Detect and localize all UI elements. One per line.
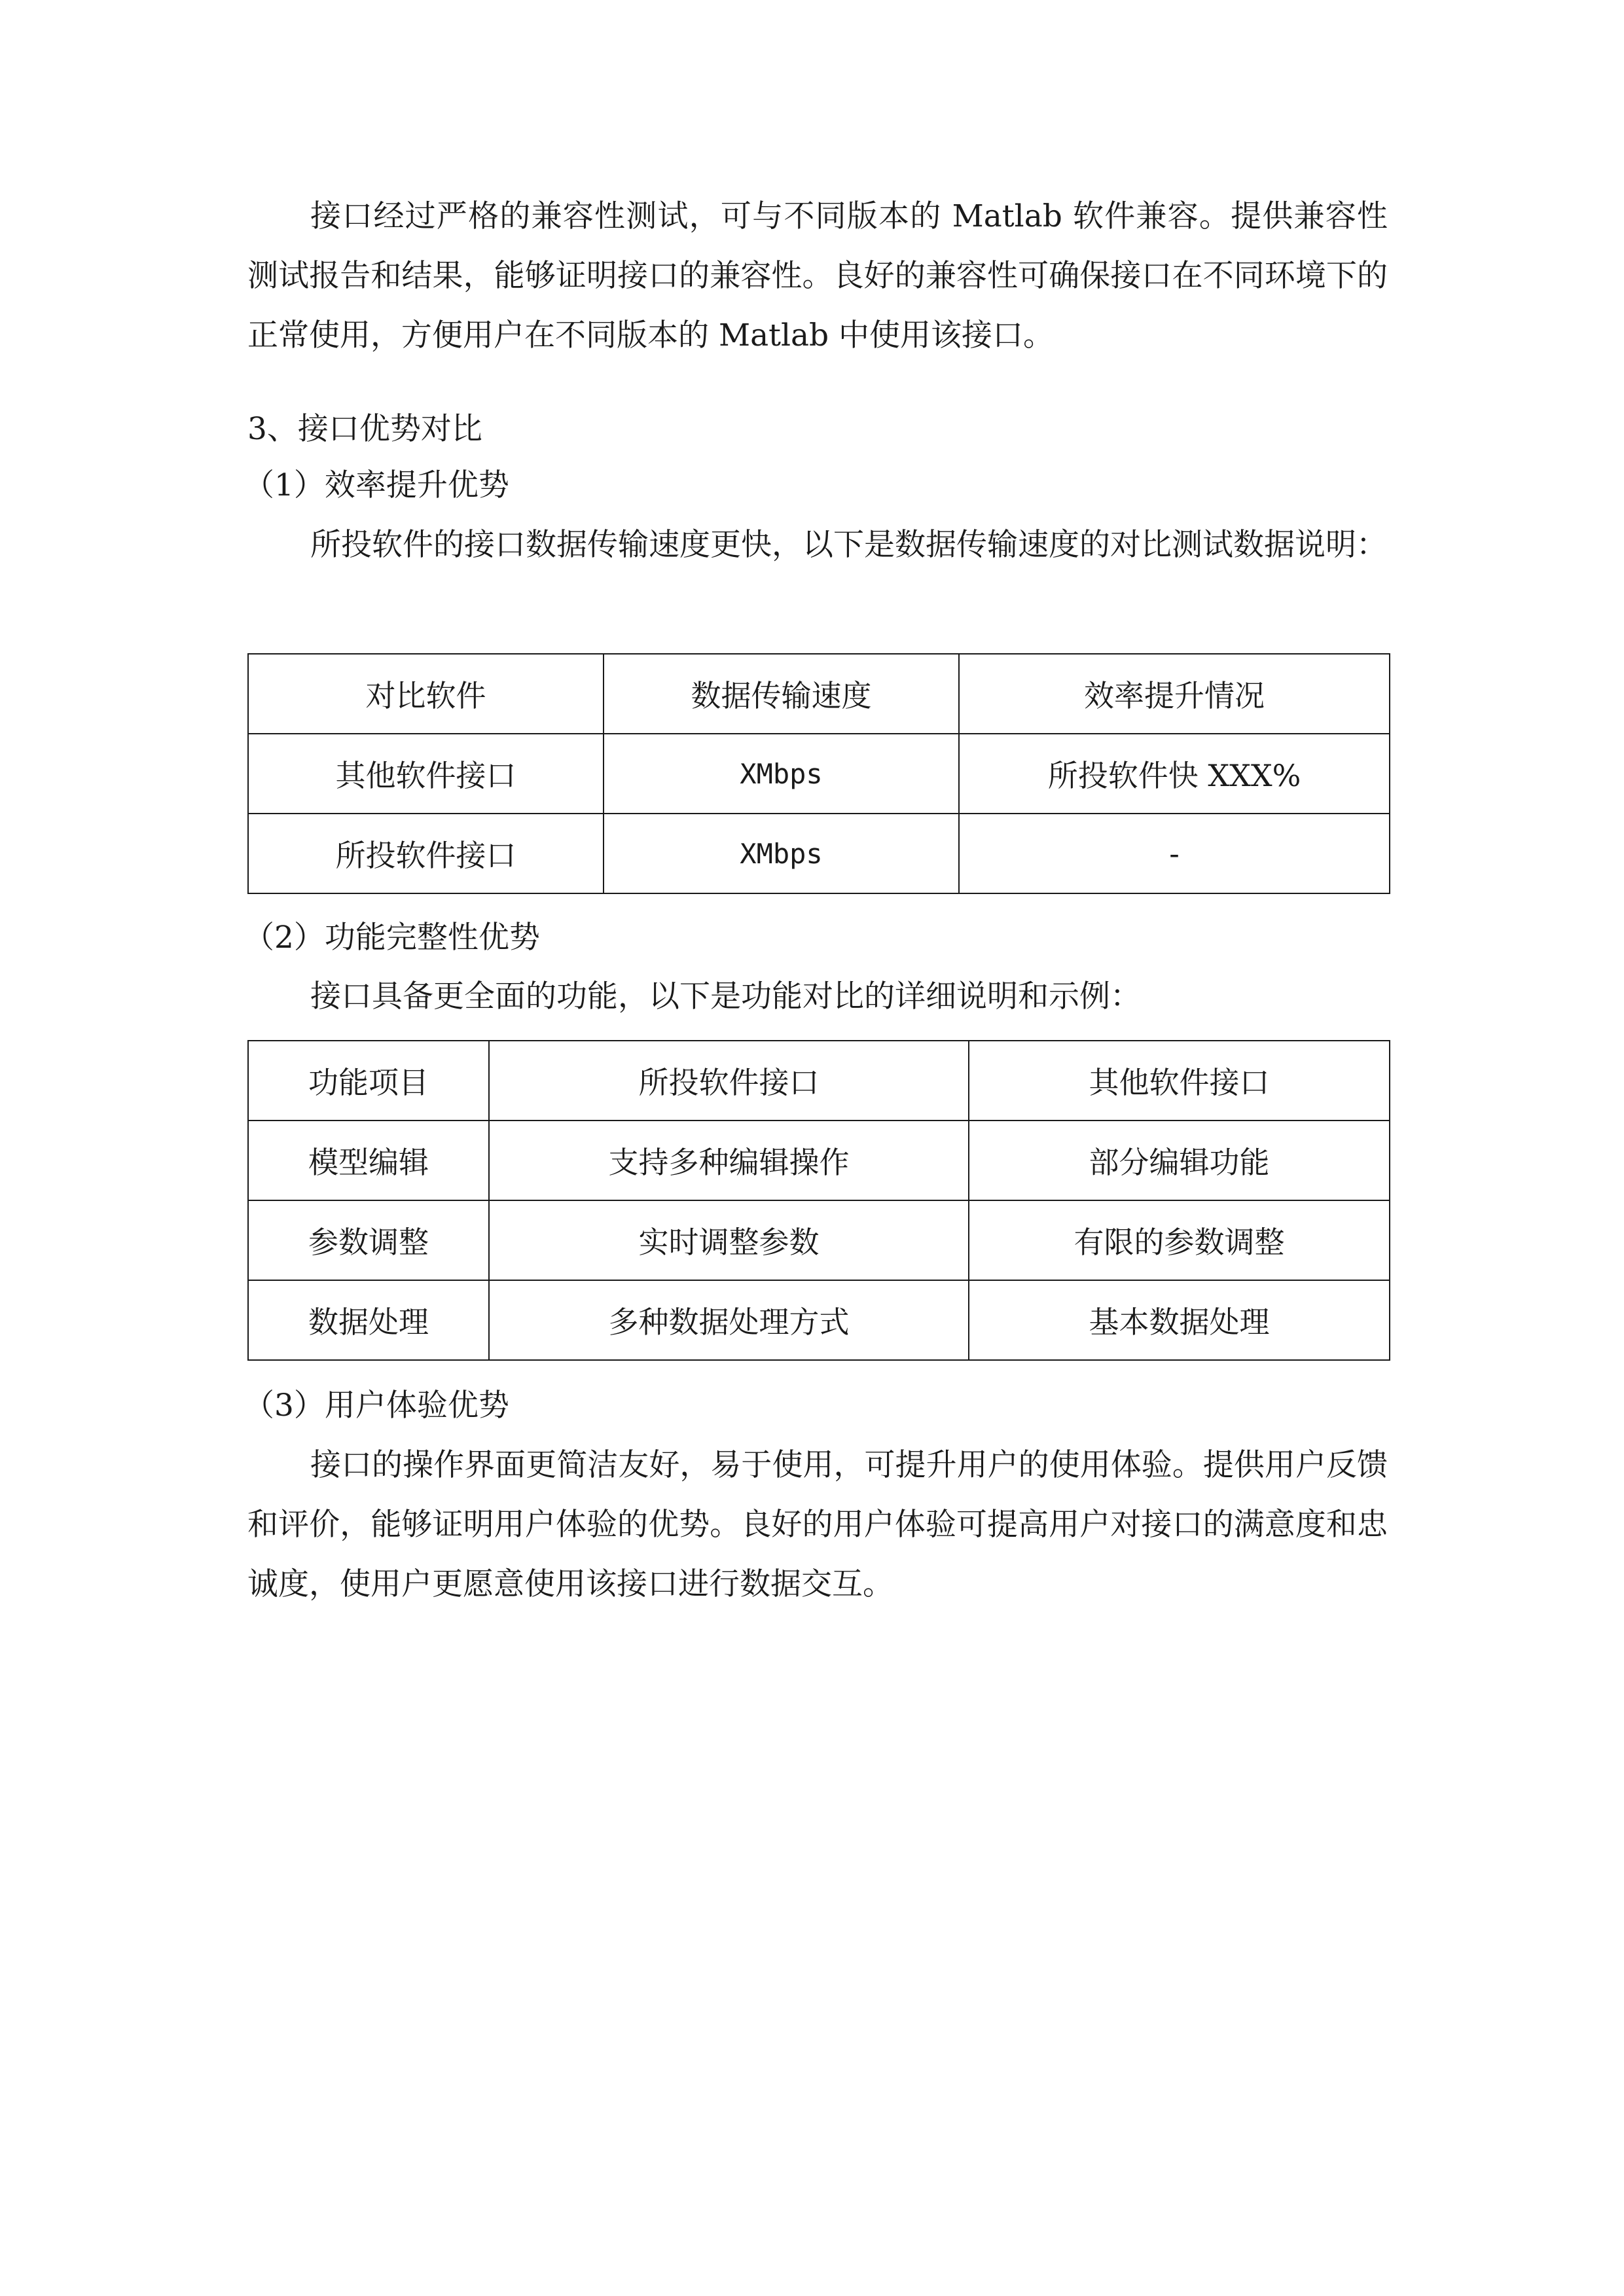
efficiency-intro: 所投软件的接口数据传输速度更快，以下是数据传输速度的对比测试数据说明： [310,527,1387,563]
table-header-cell: 对比软件 [248,654,604,734]
table-header-row [248,654,1390,734]
table-cell: 所投软件快 XXX% [959,734,1390,814]
experience-heading: （3）用户体验优势 [244,1388,509,1424]
table-row [248,814,1390,893]
experience-paragraph: 接口的操作界面更简洁友好，易于使用，可提升用户的使用体验。提供用户反馈和评价，能够证明用户体验的优势。良好的用户体验可提高用户对接口的满意度和忠诚度，使用户更愿意使用该接口进行数据交互。 [247,1447,1388,1602]
table-cell: 参数调整 [248,1200,489,1280]
table-row [248,1121,1390,1200]
table-row [248,1200,1390,1280]
table-header-cell: 所投软件接口 [489,1041,969,1121]
table-cell: 所投软件接口 [248,814,604,893]
efficiency-heading: （1）效率提升优势 [244,467,509,503]
table-header-cell: 其他软件接口 [969,1041,1390,1121]
table-header-cell: 效率提升情况 [959,654,1390,734]
table-cell: 多种数据处理方式 [489,1280,969,1360]
table-cell: 其他软件接口 [248,734,604,814]
table-cell: 模型编辑 [248,1121,489,1200]
table-cell: 支持多种编辑操作 [489,1121,969,1200]
table-header-cell: 功能项目 [248,1041,489,1121]
table-cell: XMbps [604,734,959,814]
functionality-intro: 接口具备更全面的功能，以下是功能对比的详细说明和示例： [310,978,1141,1014]
feature-comparison-table [247,1040,1390,1361]
table-cell: 实时调整参数 [489,1200,969,1280]
table-cell: XMbps [604,814,959,893]
table-header-row [248,1041,1390,1121]
table-cell: 有限的参数调整 [969,1200,1390,1280]
table-row [248,1280,1390,1360]
table-cell: 数据处理 [248,1280,489,1360]
speed-comparison-table [247,653,1390,894]
compatibility-paragraph: 接口经过严格的兼容性测试，可与不同版本的 Matlab 软件兼容。提供兼容性测试报告和结果，能够证明接口的兼容性。良好的兼容性可确保接口在不同环境下的正常使用，方便用户在不同版本的 Matlab 中使用该接口。 [247,198,1388,353]
table-cell: 部分编辑功能 [969,1121,1390,1200]
functionality-heading: （2）功能完整性优势 [244,920,540,956]
table-row [248,734,1390,814]
section-3-heading: 3、接口优势对比 [247,411,482,447]
table-header-cell: 数据传输速度 [604,654,959,734]
table-cell: 基本数据处理 [969,1280,1390,1360]
table-cell: - [959,814,1390,893]
